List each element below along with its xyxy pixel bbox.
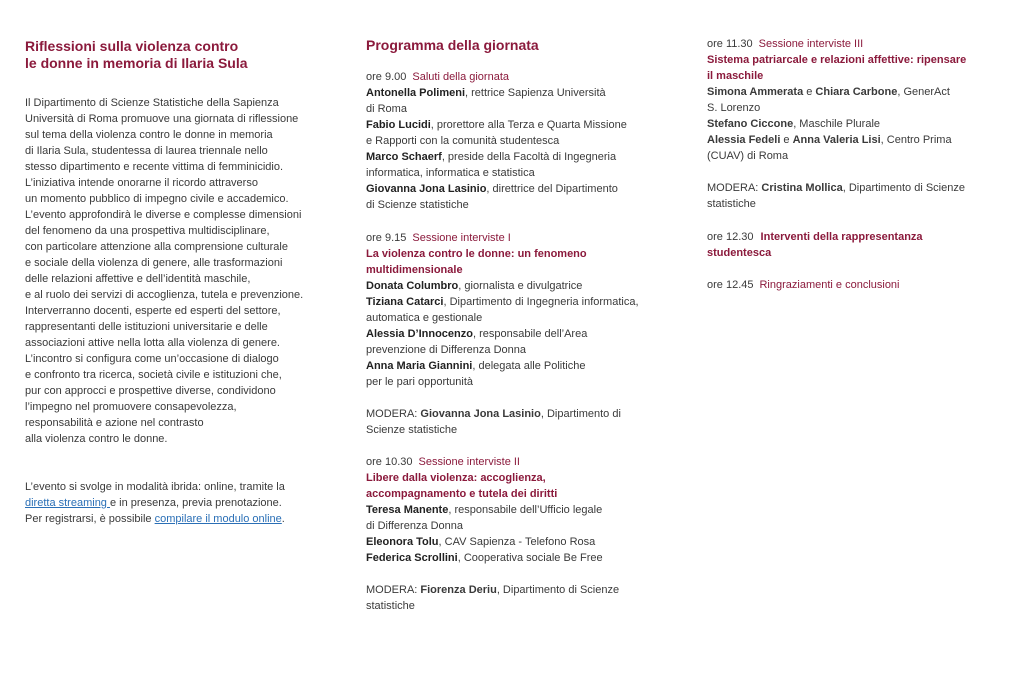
intro-line: L’incontro si configura come un’occasione di dialogo	[25, 353, 279, 365]
speaker-name: Teresa Manente	[366, 504, 449, 516]
slot-label: Sessione interviste I	[412, 232, 511, 244]
hybrid-line-3: Per registrarsi, è possibile	[25, 513, 155, 525]
intro-line: Il Dipartimento di Scienze Statistiche della Sapienza	[25, 97, 279, 109]
hybrid-line-3-end: .	[281, 513, 285, 525]
speaker-role: , responsabile dell’Area	[472, 328, 588, 340]
speaker-list	[366, 85, 666, 213]
slot-time: ore 10.30	[366, 456, 413, 468]
slot-1230	[707, 229, 997, 261]
speaker-role: , prorettore alla Terza e Quarta Missione	[430, 119, 627, 131]
intro-line: responsabilità e azione nel contrasto	[25, 417, 204, 429]
moderator-label: MODERA:	[707, 182, 762, 194]
speaker-role: , delegata alle Politiche	[472, 360, 586, 372]
moderator-name: Cristina Mollica	[761, 182, 843, 194]
slot-time: ore 9.15	[366, 232, 407, 244]
speaker-name: Fabio Lucidi	[366, 119, 431, 131]
session-title: La violenza contro le donne: un fenomeno multidimensionale	[366, 248, 587, 276]
intro-line: L’iniziativa intende onorarne il ricordo attraverso	[25, 177, 258, 189]
speaker-role-2: di Roma	[366, 103, 407, 115]
speaker-role-2: S. Lorenzo	[707, 102, 761, 114]
speaker	[707, 132, 997, 164]
speaker-role: , responsabile dell’Ufficio legale	[448, 504, 603, 516]
intro-text	[25, 95, 303, 447]
speaker-role: , rettrice Sapienza Università	[465, 87, 606, 99]
speaker-name: Simona Ammerata	[707, 86, 804, 98]
slot-label: Ringraziamenti e conclusioni	[759, 279, 900, 291]
speaker	[366, 550, 666, 566]
moderator-label: MODERA:	[366, 584, 421, 596]
hybrid-info	[25, 479, 285, 527]
intro-line: un momento pubblico di impegno civile e accademico.	[25, 193, 289, 205]
speaker	[366, 278, 666, 294]
intro-line: sul tema della violenza contro le donne in memoria	[25, 129, 273, 141]
moderator-role: , Dipartimento di Scienze	[842, 182, 965, 194]
moderator-role: , Dipartimento di Scienze	[496, 584, 620, 596]
intro-line: e confronto tra ricerca, società civile e istituzioni che,	[25, 369, 282, 381]
speaker-name: Tiziana Catarci	[366, 296, 444, 308]
intro-line: pur con approcci e prospettive diverse, condividono	[25, 385, 276, 397]
slot-915	[366, 230, 666, 438]
hybrid-line-1: L’evento si svolge in modalità ibrida: online, tramite la	[25, 481, 285, 493]
moderator-role-2: statistiche	[707, 198, 756, 210]
slot-1030	[366, 454, 666, 614]
program-title: Programma della giornata	[366, 37, 539, 53]
speaker-role: , giornalista e divulgatrice	[458, 280, 583, 292]
speaker	[366, 502, 666, 534]
session-title: Libere dalla violenza: accoglienza, accompagnamento e tutela dei diritti	[366, 472, 558, 500]
slot-label: Saluti della giornata	[412, 71, 509, 83]
moderator-name: Giovanna Jona Lasinio	[420, 408, 541, 420]
speaker	[366, 534, 666, 550]
speaker	[366, 85, 666, 117]
speaker-role-2: e Rapporti con la comunità studentesca	[366, 135, 560, 147]
intro-line: del fenomeno da una prospettiva multidisciplinare,	[25, 225, 270, 237]
speaker-name: Antonella Polimeni	[366, 87, 466, 99]
moderator-role-2: statistiche	[366, 600, 415, 612]
event-title: Riflessioni sulla violenza contro le donne in memoria di Ilaria Sula	[25, 38, 248, 71]
session-title: Sistema patriarcale e relazioni affettive: ripensare il maschile	[707, 54, 967, 82]
intro-line: l’impegno nel promuovere consapevolezza,	[25, 401, 237, 413]
intro-line: L’evento approfondirà le diverse e complesse dimensioni	[25, 209, 302, 221]
speaker-name: Anna Maria Giannini	[366, 360, 473, 372]
intro-line: e sociale della violenza di genere, alle trasformazioni	[25, 257, 283, 269]
intro-line: stesso dipartimento e recente vittima di femminicidio.	[25, 161, 283, 173]
speaker-name: Giovanna Jona Lasinio	[366, 183, 487, 195]
moderator	[366, 406, 666, 438]
speaker	[366, 181, 666, 213]
speaker-role: , Maschile Plurale	[793, 118, 881, 130]
speaker	[366, 358, 666, 390]
moderator-name: Fiorenza Deriu	[420, 584, 497, 596]
slot-time: ore 12.45	[707, 279, 754, 291]
speaker-role: , CAV Sapienza - Telefono Rosa	[438, 536, 596, 548]
speaker-role: , GenerAct	[897, 86, 950, 98]
speaker-name: Anna Valeria Lisi	[792, 134, 881, 146]
speaker-role-2: prevenzione di Differenza Donna	[366, 344, 527, 356]
speaker-name: Alessia D’Innocenzo	[366, 328, 473, 340]
speaker-role: , Cooperativa sociale Be Free	[457, 552, 603, 564]
intro-line: associazioni attive nella lotta alla violenza di genere.	[25, 337, 280, 349]
speaker-role-2: automatica e gestionale	[366, 312, 483, 324]
speaker	[707, 116, 997, 132]
slot-time: ore 11.30	[707, 38, 753, 50]
intro-line: con particolare attenzione alla comprensione culturale	[25, 241, 288, 253]
speaker	[366, 117, 666, 149]
speaker-role-2: (CUAV) di Roma	[707, 150, 789, 162]
slot-900	[366, 69, 666, 213]
intro-line: Interverranno docenti, esperte ed esperti del settore,	[25, 305, 281, 317]
conjunction: e	[803, 86, 816, 98]
speaker-role-2: informatica, informatica e statistica	[366, 167, 535, 179]
speaker-role-2: di Differenza Donna	[366, 520, 464, 532]
slot-1245	[707, 277, 997, 293]
speaker-role: , direttrice del Dipartimento	[486, 183, 618, 195]
speaker-role: , Centro Prima	[880, 134, 952, 146]
intro-line: di Ilaria Sula, studentessa di laurea triennale nello	[25, 145, 268, 157]
intro-line: delle relazioni affettive e dell’identità maschile,	[25, 273, 251, 285]
moderator-label: MODERA:	[366, 408, 421, 420]
speaker-name: Donata Columbro	[366, 280, 459, 292]
moderator	[707, 180, 997, 212]
slot-label: Sessione interviste III	[758, 38, 864, 50]
speaker-name: Marco Schaerf	[366, 151, 442, 163]
speaker-role-2: per le pari opportunità	[366, 376, 474, 388]
speaker	[366, 326, 666, 358]
slot-time: ore 12.30	[707, 231, 754, 243]
intro-line: Università di Roma promuove una giornata di riflessione	[25, 113, 299, 125]
speaker-list	[366, 502, 666, 566]
moderator-role-2: Scienze statistiche	[366, 424, 458, 436]
intro-line: rappresentanti delle istituzioni universitarie e delle	[25, 321, 268, 333]
moderator-role: , Dipartimento di	[540, 408, 621, 420]
session-title: Interventi della rappresentanza studentesca	[707, 231, 923, 259]
speaker	[366, 294, 666, 326]
speaker	[707, 84, 997, 116]
slot-label: Sessione interviste II	[418, 456, 520, 468]
slot-time: ore 9.00	[366, 71, 407, 83]
speaker	[366, 149, 666, 181]
intro-line: e al ruolo dei servizi di accoglienza, tutela e prevenzione.	[25, 289, 304, 301]
streaming-link[interactable]: diretta streaming	[25, 497, 110, 509]
moderator	[366, 582, 666, 614]
intro-line: alla violenza contro le donne.	[25, 433, 168, 445]
speaker-name: Alessia Fedeli	[707, 134, 781, 146]
hybrid-line-2: e in presenza, previa prenotazione.	[109, 497, 282, 509]
speaker-name: Eleonora Tolu	[366, 536, 439, 548]
slot-1130	[707, 36, 997, 212]
speaker-name: Chiara Carbone	[815, 86, 898, 98]
speaker-role: , preside della Facoltà di Ingegneria	[441, 151, 617, 163]
speaker-name: Stefano Ciccone	[707, 118, 794, 130]
speaker-name: Federica Scrollini	[366, 552, 458, 564]
speaker-role: , Dipartimento di Ingegneria informatica,	[443, 296, 639, 308]
registration-form-link[interactable]: compilare il modulo online	[154, 513, 282, 525]
conjunction: e	[780, 134, 793, 146]
speaker-role-2: di Scienze statistiche	[366, 199, 469, 211]
speaker-list	[366, 278, 666, 390]
